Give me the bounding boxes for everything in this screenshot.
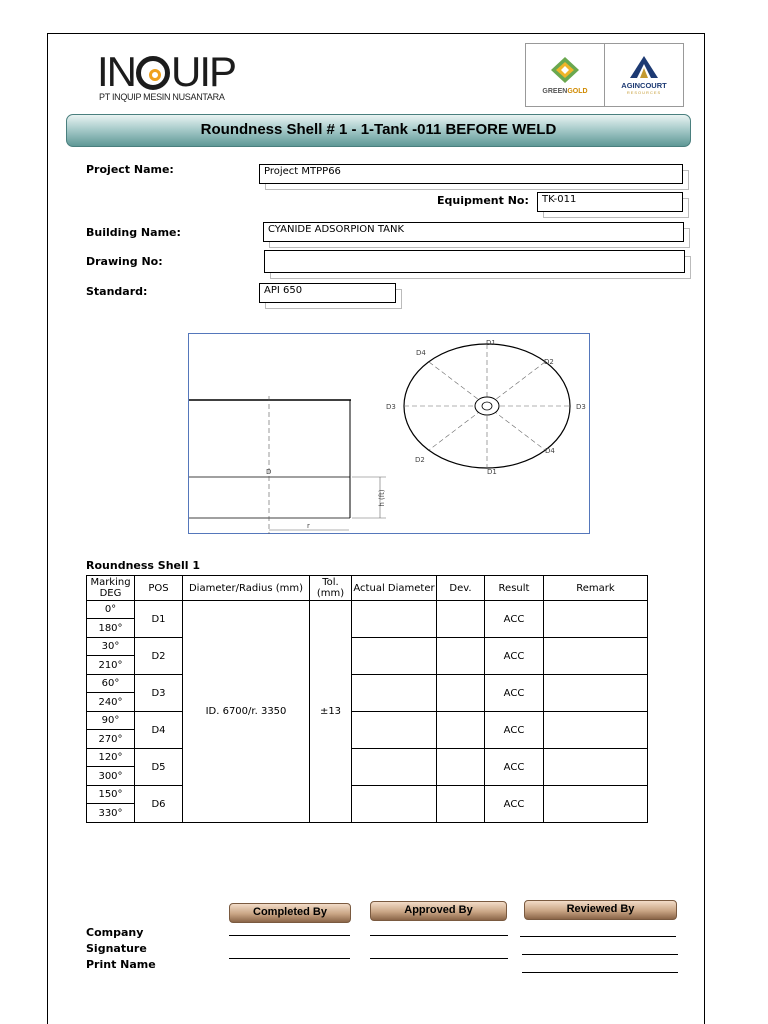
table-header-row: [87, 576, 648, 601]
standard-field[interactable]: API 650: [259, 283, 396, 303]
deg-cell: 30°: [87, 638, 135, 656]
agincourt-name: AGINCOURT: [621, 81, 667, 90]
remark-cell[interactable]: [544, 638, 648, 675]
actual-cell[interactable]: [352, 675, 437, 712]
drawing-label-d: D: [266, 468, 272, 476]
building-name-label: Building Name:: [86, 226, 181, 239]
deg-cell: 120°: [87, 749, 135, 767]
actual-cell[interactable]: [352, 601, 437, 638]
result-cell: ACC: [485, 749, 544, 786]
company-line-approved[interactable]: [370, 935, 508, 936]
deg-cell: 150°: [87, 786, 135, 804]
deg-cell: 300°: [87, 767, 135, 786]
pos-cell: D5: [135, 749, 183, 786]
drawing-label-d2-right: D2: [544, 358, 554, 366]
inquip-logo: [97, 48, 237, 104]
signature-line-completed[interactable]: [229, 958, 350, 959]
company-label: Company: [86, 926, 144, 939]
drawing-label-d1-top: D1: [486, 339, 496, 347]
pos-cell: D4: [135, 712, 183, 749]
equipment-no-label: Equipment No:: [437, 194, 529, 207]
project-name-label: Project Name:: [86, 163, 174, 176]
drawing-label-d2-left: D2: [415, 456, 425, 464]
reviewed-by-button[interactable]: Reviewed By: [524, 900, 677, 920]
table-row: [87, 638, 648, 656]
greengold-name-b: GOLD: [567, 87, 588, 95]
dev-cell[interactable]: [437, 638, 485, 675]
th-diameter: Diameter/Radius (mm): [183, 576, 310, 601]
deg-cell: 90°: [87, 712, 135, 730]
remark-cell[interactable]: [544, 786, 648, 823]
table-row: [87, 786, 648, 804]
remark-cell[interactable]: [544, 712, 648, 749]
signature-line-approved[interactable]: [370, 958, 508, 959]
deg-cell: 0°: [87, 601, 135, 619]
print-name-line-reviewed[interactable]: [522, 972, 678, 973]
actual-cell[interactable]: [352, 638, 437, 675]
dev-cell[interactable]: [437, 749, 485, 786]
result-cell: ACC: [485, 638, 544, 675]
greengold-mark-icon: [548, 56, 582, 84]
greengold-name-a: GREEN: [542, 87, 568, 95]
deg-cell: 330°: [87, 804, 135, 823]
approved-by-button[interactable]: Approved By: [370, 901, 507, 921]
drawing-label-d4-right: D4: [545, 447, 555, 455]
table-row: [87, 749, 648, 767]
pos-cell: D6: [135, 786, 183, 823]
th-pos: POS: [135, 576, 183, 601]
pos-cell: D1: [135, 601, 183, 638]
th-actual: Actual Diameter: [352, 576, 437, 601]
drawing-label-d3-right: D3: [576, 403, 586, 411]
standard-label: Standard:: [86, 285, 148, 298]
logo-wordmark: IN UIP: [97, 48, 236, 95]
deg-cell: 60°: [87, 675, 135, 693]
equipment-no-field[interactable]: TK-011: [537, 192, 683, 212]
th-tol: Tol. (mm): [310, 576, 352, 601]
signature-line-reviewed[interactable]: [522, 954, 678, 955]
deg-cell: 180°: [87, 619, 135, 638]
remark-cell[interactable]: [544, 675, 648, 712]
completed-by-button[interactable]: Completed By: [229, 903, 351, 923]
th-marking: Marking DEG: [87, 576, 135, 601]
tank-diagram: [188, 333, 590, 534]
drawing-label-d4-left: D4: [416, 349, 426, 357]
roundness-table: [86, 575, 648, 823]
tank-drawing: [189, 334, 591, 535]
dev-cell[interactable]: [437, 786, 485, 823]
table-row: [87, 712, 648, 730]
drawing-label-d3-left: D3: [386, 403, 396, 411]
logo-subtitle: PT INQUIP MESIN NUSANTARA: [99, 92, 225, 102]
dev-cell[interactable]: [437, 712, 485, 749]
tolerance-cell: ±13: [310, 601, 352, 823]
result-cell: ACC: [485, 601, 544, 638]
table-row: [87, 601, 648, 619]
agincourt-sub: RESOURCES: [626, 90, 662, 95]
print-name-label: Print Name: [86, 958, 156, 971]
remark-cell[interactable]: [544, 749, 648, 786]
page-title: Roundness Shell # 1 - 1-Tank -011 BEFORE WELD: [200, 121, 557, 138]
agincourt-logo: [604, 44, 683, 106]
title-bar: [66, 114, 691, 147]
result-cell: ACC: [485, 712, 544, 749]
th-dev: Dev.: [437, 576, 485, 601]
deg-cell: 270°: [87, 730, 135, 749]
remark-cell[interactable]: [544, 601, 648, 638]
company-line-completed[interactable]: [229, 935, 350, 936]
drawing-label-d1-bottom: D1: [487, 468, 497, 476]
deg-cell: 210°: [87, 656, 135, 675]
diameter-cell: ID. 6700/r. 3350: [183, 601, 310, 823]
dev-cell[interactable]: [437, 675, 485, 712]
drawing-label-r: r: [307, 522, 310, 530]
signature-label: Signature: [86, 942, 147, 955]
partner-logos: [525, 43, 684, 107]
company-line-reviewed[interactable]: [520, 936, 676, 937]
drawing-no-label: Drawing No:: [86, 255, 163, 268]
actual-cell[interactable]: [352, 786, 437, 823]
pos-cell: D2: [135, 638, 183, 675]
table-row: [87, 675, 648, 693]
greengold-logo: [526, 44, 604, 106]
th-remark: Remark: [544, 576, 648, 601]
actual-cell[interactable]: [352, 749, 437, 786]
drawing-label-h: h (ft): [378, 489, 386, 507]
pos-cell: D3: [135, 675, 183, 712]
project-name-field[interactable]: Project MTPP66: [259, 164, 683, 184]
table-title: Roundness Shell 1: [86, 559, 201, 572]
drawing-no-field[interactable]: [264, 250, 685, 273]
actual-cell[interactable]: [352, 712, 437, 749]
agincourt-mark-icon: [629, 55, 659, 79]
dev-cell[interactable]: [437, 601, 485, 638]
result-cell: ACC: [485, 786, 544, 823]
th-result: Result: [485, 576, 544, 601]
deg-cell: 240°: [87, 693, 135, 712]
building-name-field[interactable]: CYANIDE ADSORPION TANK: [263, 222, 684, 242]
result-cell: ACC: [485, 675, 544, 712]
